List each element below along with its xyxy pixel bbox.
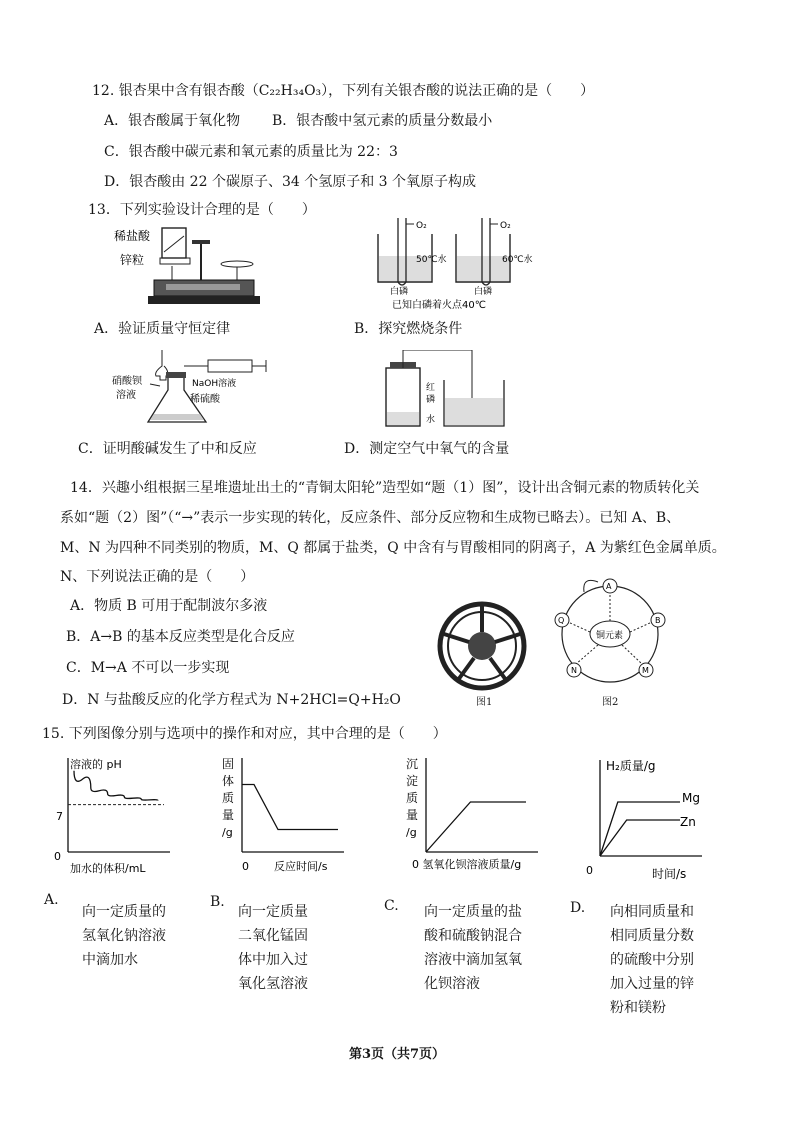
balance-apparatus-figure — [112, 222, 262, 312]
q15-d-line-2: 相同质量分数 — [610, 928, 694, 944]
q15-a-line-3: 中滴加水 — [82, 952, 138, 968]
copper-cycle-figure — [548, 574, 678, 694]
label-o2-left: O₂ — [416, 221, 427, 231]
chart-a-ylabel: 溶液的 pH — [70, 758, 122, 771]
bronze-sun-wheel-figure — [434, 598, 530, 694]
label-phosphorus: 磷 — [426, 395, 436, 405]
fig1-caption: 图1 — [476, 697, 493, 708]
chart-c-series — [426, 802, 526, 852]
label-zinc: 锌粒 — [120, 253, 145, 267]
chart-c-ylabel-1: 沉 — [406, 757, 419, 771]
q15-c-line-1: 向一定质量的盐 — [424, 904, 522, 920]
q13-option-d[interactable]: D．测定空气中氧气的含量 — [344, 441, 510, 457]
chart-a-series-ph — [74, 771, 158, 801]
label-dilute-h2so4: 稀硫酸 — [190, 394, 220, 405]
label-red: 红 — [426, 383, 436, 393]
chart-b-ylabel-2: 体 — [222, 774, 235, 788]
chart-b-origin: 0 — [242, 860, 249, 873]
label-dilute-hcl: 稀盐酸 — [114, 229, 151, 243]
chart-d-legend-zn: Zn — [680, 815, 696, 829]
q15-d-line-4: 加入过量的锌 — [610, 976, 694, 992]
q14-option-b[interactable]: B．A→B 的基本反应类型是化合反应 — [66, 629, 295, 645]
chart-b — [214, 752, 354, 877]
chart-b-ylabel-1: 固 — [222, 757, 235, 771]
node-n: N — [571, 666, 577, 675]
chart-b-series — [242, 785, 338, 830]
chart-a-xlabel: 加水的体积/mL — [70, 862, 146, 875]
label-water: 水 — [426, 415, 436, 425]
chart-b-ylabel-5: /g — [222, 826, 233, 839]
q12-option-c[interactable]: C．银杏酸中碳元素和氧元素的质量比为 22：3 — [104, 144, 398, 160]
chart-b-xlabel: 反应时间/s — [274, 860, 328, 873]
q12-stem: 12. 银杏果中含有银杏酸（C₂₂H₃₄O₃），下列有关银杏酸的说法正确的是（ ） — [92, 83, 595, 99]
center-label: 铜元素 — [596, 631, 624, 641]
page-number: 第3页（共7页） — [348, 1047, 446, 1062]
q15-option-d-letter[interactable]: D. — [570, 900, 586, 916]
node-b: B — [655, 616, 661, 625]
q12-option-b[interactable]: B．银杏酸中氢元素的质量分数最小 — [272, 113, 493, 129]
q14-line3: M、N 为四种不同类别的物质，M、Q 都属于盐类，Q 中含有与胃酸相同的阴离子，A 为紫红色金属单质。 — [60, 540, 726, 556]
node-m: M — [642, 666, 649, 675]
q15-option-a-text[interactable] — [82, 900, 166, 972]
q15-a-line-2: 氢氧化钠溶液 — [82, 928, 166, 944]
q15-option-b-letter[interactable]: B. — [210, 894, 225, 910]
chart-d — [582, 752, 732, 882]
chart-c-xlabel: 0 氢氧化钡溶液质量/g — [412, 858, 522, 871]
chart-d-xlabel: 时间/s — [652, 867, 687, 881]
q15-option-d-text[interactable] — [610, 900, 694, 1020]
label-o2-right: O₂ — [500, 221, 511, 231]
q12-option-a[interactable]: A．银杏酸属于氧化物 — [104, 113, 241, 129]
q15-option-c-letter[interactable]: C. — [384, 898, 399, 914]
chart-b-ylabel-3: 质 — [222, 791, 235, 805]
chart-a — [40, 752, 180, 877]
q13-option-b[interactable]: B．探究燃烧条件 — [354, 321, 463, 337]
q15-c-line-2: 酸和硫酸钠混合 — [424, 928, 522, 944]
q15-option-b-text[interactable] — [238, 900, 308, 996]
q15-d-line-1: 向相同质量和 — [610, 904, 694, 920]
fig2-caption: 图2 — [602, 697, 619, 708]
chart-c-ylabel-2: 淀 — [406, 774, 419, 788]
chart-c — [398, 752, 558, 877]
q15-option-c-text[interactable] — [424, 900, 522, 996]
q14-line2: 系如“题（2）图”（“→”表示一步实现的转化，反应条件、部分反应物和生成物已略去）。已知 A、B、 — [60, 510, 681, 526]
q14-line1: 14．兴趣小组根据三星堆遗址出土的“青铜太阳轮”造型如“题（1）图”，设计出含铜元素的物质转化关 — [70, 480, 700, 496]
q15-option-a-letter[interactable]: A. — [44, 892, 59, 908]
node-a: A — [606, 582, 612, 591]
q14-option-c[interactable]: C．M→A 不可以一步实现 — [66, 660, 230, 676]
chart-d-series-zn — [600, 820, 680, 856]
q15-b-line-3: 体中加入过 — [238, 952, 308, 968]
chart-c-ylabel-4: 量 — [406, 808, 419, 822]
q13-option-c[interactable]: C．证明酸碱发生了中和反应 — [78, 441, 257, 457]
q13-option-a[interactable]: A．验证质量守恒定律 — [94, 321, 231, 337]
q15-d-line-5: 粉和镁粉 — [610, 1000, 666, 1016]
chart-d-ylabel: H₂质量/g — [606, 759, 656, 773]
chart-b-ylabel-4: 量 — [222, 808, 235, 822]
q14-line4: N、下列说法正确的是（ ） — [60, 569, 255, 585]
chart-d-series-mg — [600, 802, 680, 856]
label-solution: 溶液 — [116, 390, 136, 401]
q15-d-line-3: 的硫酸中分别 — [610, 952, 694, 968]
q14-option-a[interactable]: A．物质 B 可用于配制波尔多液 — [70, 598, 268, 614]
label-barium-nitrate: 硝酸钡 — [112, 376, 142, 387]
label-white-p-right: 白磷 — [474, 287, 493, 297]
chart-a-origin: 0 — [54, 850, 61, 863]
neutralization-flask-figure — [110, 346, 270, 430]
chart-c-ylabel-3: 质 — [406, 791, 419, 805]
q15-b-line-2: 二氧化锰固 — [238, 928, 308, 944]
q13-stem: 13．下列实验设计合理的是（ ） — [88, 202, 316, 218]
label-water-50: 50℃水 — [416, 255, 447, 265]
q15-b-line-4: 氧化氢溶液 — [238, 976, 308, 992]
q15-b-line-1: 向一定质量 — [238, 904, 308, 920]
q14-option-d[interactable]: D．N 与盐酸反应的化学方程式为 N+2HCl=Q+H₂O — [62, 692, 401, 708]
label-white-p-left: 白磷 — [390, 287, 409, 297]
q15-c-line-3: 溶液中滴加氢氧 — [424, 952, 522, 968]
label-ignition-note: 已知白磷着火点40℃ — [392, 300, 486, 311]
q15-c-line-4: 化钡溶液 — [424, 976, 480, 992]
chart-c-ylabel-5: /g — [406, 826, 417, 839]
node-q: Q — [558, 616, 565, 625]
combustion-condition-figure — [368, 212, 558, 312]
q12-option-d[interactable]: D．银杏酸由 22 个碳原子、34 个氢原子和 3 个氧原子构成 — [104, 174, 477, 190]
page-footer — [0, 1043, 794, 1062]
chart-d-origin: 0 — [586, 864, 593, 877]
q15-a-line-1: 向一定质量的 — [82, 904, 166, 920]
label-naoh: NaOH溶液 — [192, 379, 237, 389]
label-water-60: 60℃水 — [502, 255, 533, 265]
q15-stem: 15. 下列图像分别与选项中的操作和对应，其中合理的是（ ） — [42, 726, 447, 742]
oxygen-content-figure — [372, 350, 532, 430]
chart-d-legend-mg: Mg — [682, 791, 700, 805]
chart-a-tick-7: 7 — [56, 810, 63, 823]
